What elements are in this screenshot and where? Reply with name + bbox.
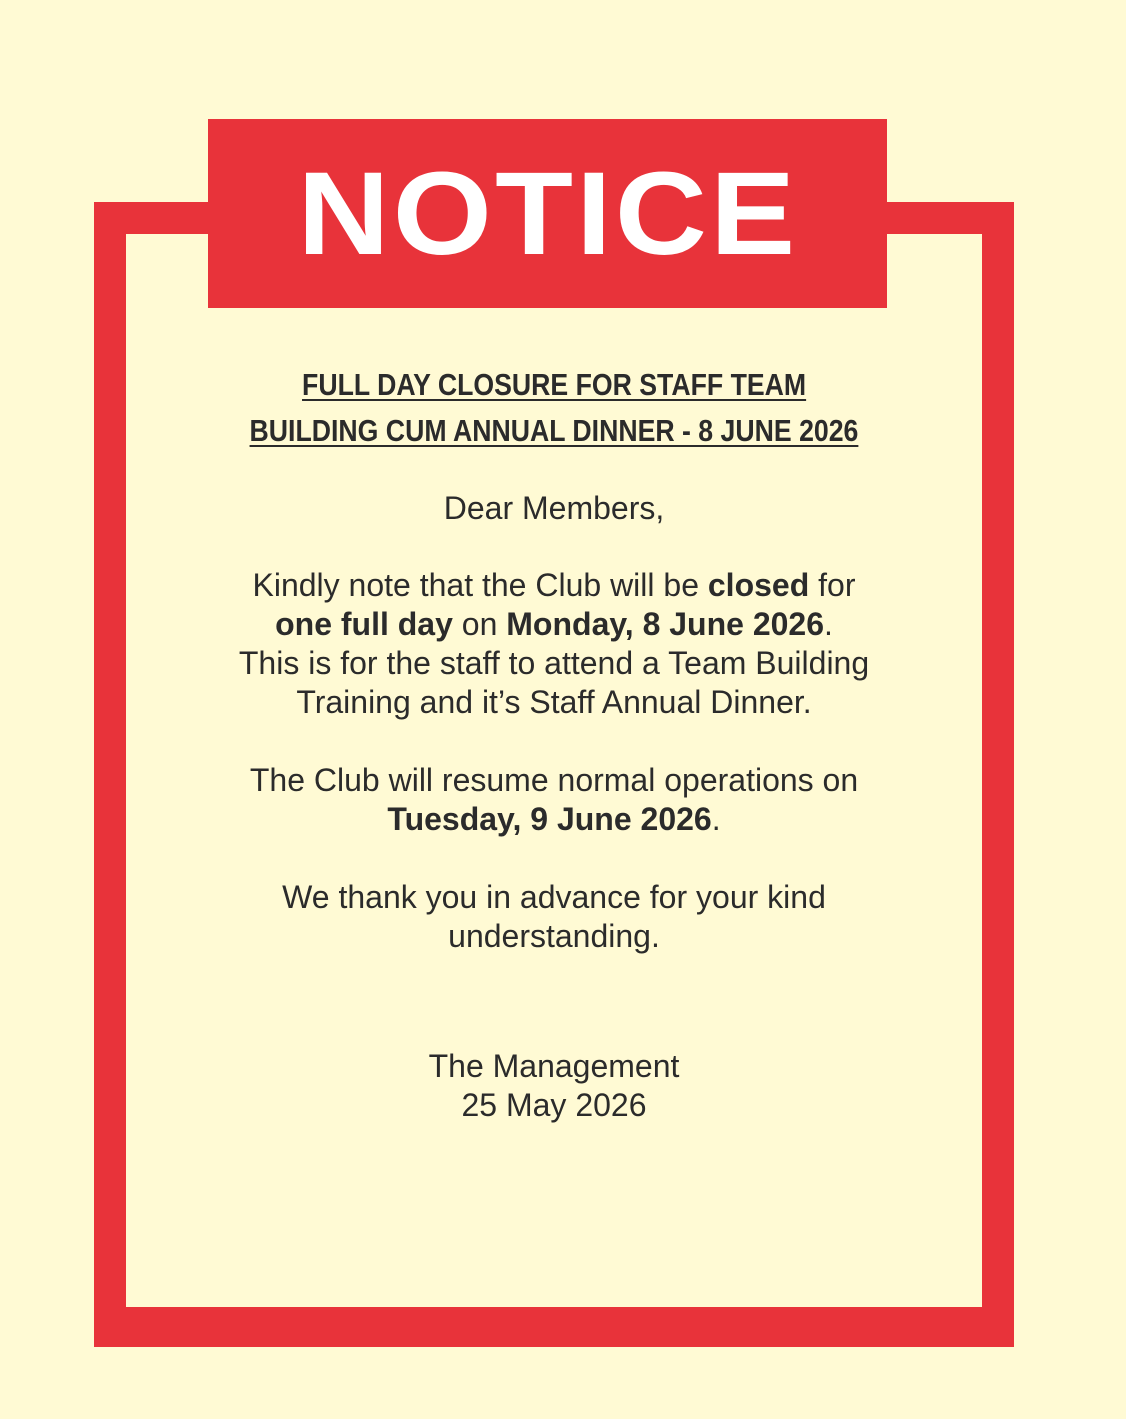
signoff-name: The Management — [428, 1048, 680, 1084]
notice-content — [126, 362, 982, 1125]
resume-date-emphasis: Tuesday, 9 June 2026 — [387, 801, 712, 837]
resume-paragraph — [126, 761, 982, 839]
notice-heading — [126, 362, 982, 454]
thanks-line-2: understanding. — [448, 918, 660, 954]
heading-line-2: BUILDING CUM ANNUAL DINNER - 8 JUNE 2026 — [249, 413, 859, 448]
closure-text-3: on — [452, 606, 507, 642]
resume-line-2 — [126, 800, 982, 839]
closure-text-4: . — [824, 606, 833, 642]
resume-line-1: The Club will resume normal operations on — [249, 762, 859, 798]
thanks-line-1: We thank you in advance for your kind — [282, 879, 826, 915]
closure-paragraph — [126, 566, 982, 722]
closure-line-2 — [126, 605, 982, 644]
heading-line-1: FULL DAY CLOSURE FOR STAFF TEAM — [301, 367, 807, 402]
closure-line-4: Training and it’s Staff Annual Dinner. — [296, 684, 812, 720]
closed-emphasis: closed — [707, 567, 810, 603]
closure-line-1 — [126, 566, 982, 605]
closure-line-3: This is for the staff to attend a Team Building — [238, 645, 870, 681]
closure-date-emphasis: Monday, 8 June 2026 — [506, 606, 825, 642]
resume-text-end: . — [711, 801, 721, 837]
closure-text-2: for — [809, 567, 856, 603]
banner-title: NOTICE — [297, 147, 798, 280]
notice-banner — [208, 119, 887, 308]
signoff — [126, 1047, 982, 1125]
closure-text-1: Kindly note that the Club will be — [252, 567, 708, 603]
full-day-emphasis: one full day — [275, 606, 453, 642]
signoff-date: 25 May 2026 — [461, 1087, 647, 1123]
greeting: Dear Members, — [443, 490, 665, 526]
thanks-paragraph — [126, 878, 982, 956]
